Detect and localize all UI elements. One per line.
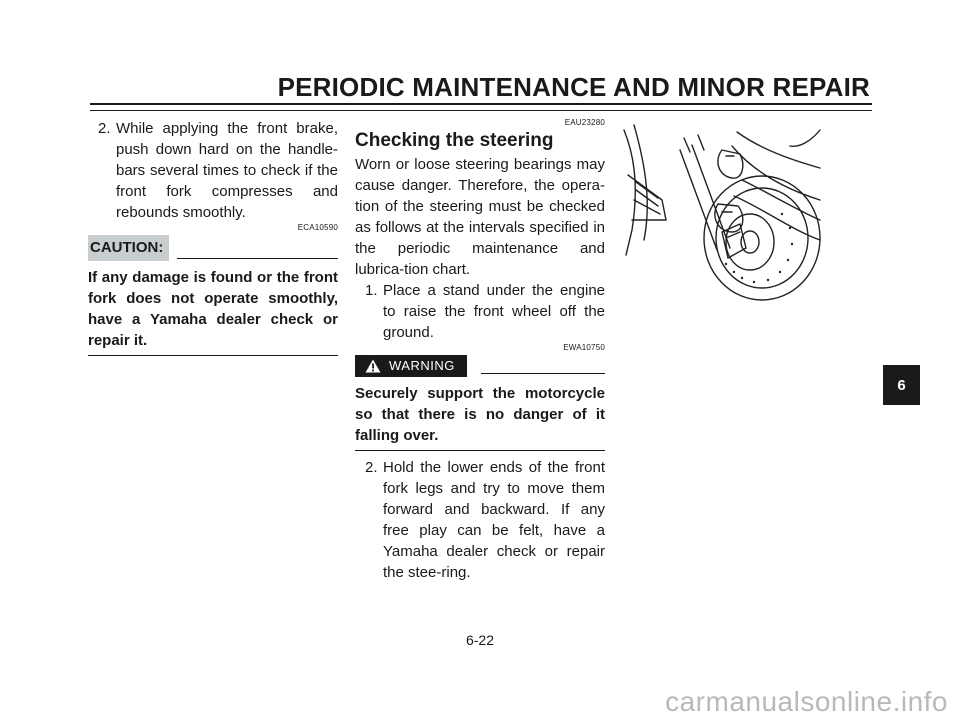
step-number: 1. [365,282,378,299]
warning-rule [481,373,605,374]
step-text: Place a stand under the engine to raise the front wheel off the ground. [383,282,605,341]
right-column [355,118,605,583]
warning-end-rule [355,450,605,451]
page-number: 6-22 [465,632,495,648]
step-number: 2. [98,120,111,137]
page-header-title: PERIODIC MAINTENANCE AND MINOR REPAIR [277,72,870,102]
warning-label: WARNING [389,358,455,373]
caution-text: If any damage is found or the front fork does not operate smoothly, have a Yamaha dealer check or repair it. [88,269,338,349]
steering-intro: Worn or loose steering bearings may cause danger. Therefore, the opera-tion of the steering must be checked as follows at the intervals specified in the periodic maintenance and lubrica-tion chart. [355,156,605,278]
section-code: EAU23280 [564,118,605,127]
step-text: While applying the front brake, push down hard on the handle-bars several times to check if the front fork compresses and rebounds smoothly. [116,120,338,221]
step-text: Hold the lower ends of the front fork legs and try to move them forward and backward. If any free play can be felt, have a Yamaha dealer check or repair the stee-ring. [383,459,605,581]
steering-step-2 [355,457,605,583]
warning-badge [355,355,467,377]
watermark: carmanualsonline.info [665,686,948,717]
caution-end-rule [88,355,338,356]
header-rule [90,103,872,111]
warning-text: Securely support the motorcycle so that there is no danger of it falling over. [355,385,605,444]
warning-header [355,355,605,377]
warning-code: EWA10750 [563,343,605,352]
chapter-tab[interactable]: 6 [883,365,920,405]
caution-label: CAUTION: [88,235,169,261]
warning-triangle-icon [365,359,381,373]
caution-rule [177,258,338,259]
front-fork-step-2 [88,118,338,223]
steering-step-1 [355,280,605,343]
caution-code: ECA10590 [297,223,338,232]
section-title: Checking the steering [355,130,554,151]
step-number: 2. [365,459,378,476]
caution-header [88,235,338,261]
left-column [88,118,338,356]
steering-check-illustration [622,120,822,305]
